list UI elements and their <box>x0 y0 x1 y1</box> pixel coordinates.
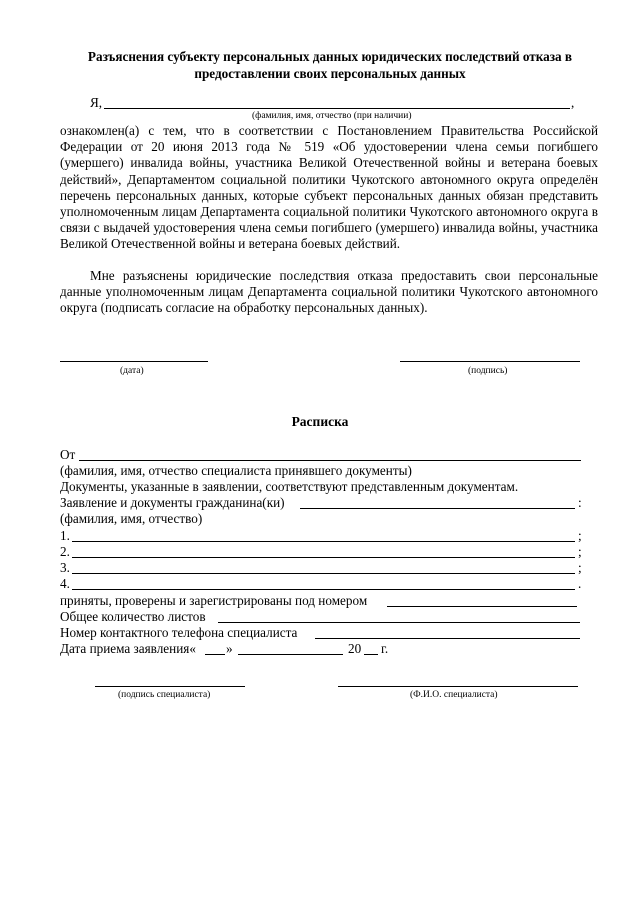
phone-field[interactable] <box>315 638 580 639</box>
item-1-num: 1. <box>60 528 70 543</box>
from-label: От <box>60 447 76 462</box>
consent-paragraph-2: Мне разъяснены юридические последствия отказа предоставить свои персональные данные уполномоченным лицам Департамента социальной политики Чукотского автономного округа (подписать согласие на обработку персональных данных). <box>60 268 598 316</box>
year-prefix: 20 <box>348 641 362 656</box>
month-field[interactable] <box>238 654 343 655</box>
consent-title: Разъяснения субъекту персональных данных юридических последствий отказа в предоставлении своих персональных данных <box>87 49 573 81</box>
item-4-end: . <box>578 576 582 591</box>
receipt-title: Расписка <box>291 414 349 429</box>
name-hint: (фамилия, имя, отчество (при наличии) <box>252 111 412 121</box>
date-hint: (дата) <box>120 366 144 376</box>
registered-label: приняты, проверены и зарегистрированы под номером <box>60 593 368 608</box>
ya-label: Я, <box>90 95 103 110</box>
item-4-field[interactable] <box>72 589 575 590</box>
item-1-field[interactable] <box>72 541 575 542</box>
specialist-name-hint: (Ф.И.О. специалиста) <box>410 690 498 700</box>
applicant-name-field[interactable] <box>104 108 570 109</box>
item-3-field[interactable] <box>72 573 575 574</box>
citizen-name-field[interactable] <box>300 508 575 509</box>
citizen-hint: (фамилия, имя, отчество) <box>60 511 203 526</box>
date-line[interactable] <box>60 361 208 362</box>
specialist-signature-hint: (подпись специалиста) <box>118 690 211 700</box>
date-received-label: Дата приема заявления« <box>60 641 196 656</box>
date-quote-close: » <box>226 641 233 656</box>
from-hint: (фамилия, имя, отчество специалиста принявшего документы) <box>60 463 412 478</box>
from-field[interactable] <box>79 460 581 461</box>
signature-hint: (подпись) <box>468 366 508 376</box>
specialist-signature-line[interactable] <box>95 686 245 687</box>
sheets-count-field[interactable] <box>218 622 580 623</box>
item-2-num: 2. <box>60 544 70 559</box>
consent-paragraph-1: ознакомлен(а) с тем, что в соответствии с Постановлением Правительства Российской Федерации от 20 июня 2013 года № 519 «Об удостоверении члена семьи погибшего (умершего) инвалида войны, участника Великой Отечественной войны и ветерана боевых действий», Департаментом социальной политики Чукотского автономного округа определён перечень персональных данных, которые субъект персональных данных обязан представить уполномоченным лицам Департамента социальной политики Чукотского автономного округа в связи с выдачей удостоверения члена семьи погибшего (умершего) инвалида войны, участника Великой Отечественной войны и ветерана боевых действий. <box>60 123 598 252</box>
year-suffix: г. <box>381 641 389 656</box>
docs-line: Документы, указанные в заявлении, соответствуют представленным документам. <box>60 479 519 494</box>
sheets-label: Общее количество листов <box>60 609 206 624</box>
item-3-end: ; <box>578 560 582 575</box>
phone-label: Номер контактного телефона специалиста <box>60 625 298 640</box>
specialist-name-line[interactable] <box>338 686 578 687</box>
ya-comma: , <box>571 95 575 110</box>
item-4-num: 4. <box>60 576 70 591</box>
item-2-field[interactable] <box>72 557 575 558</box>
signature-line[interactable] <box>400 361 580 362</box>
item-3-num: 3. <box>60 560 70 575</box>
application-label: Заявление и документы гражданина(ки) <box>60 495 285 510</box>
application-end: : <box>578 495 582 510</box>
day-field[interactable] <box>205 654 225 655</box>
item-2-end: ; <box>578 544 582 559</box>
item-1-end: ; <box>578 528 582 543</box>
year-field[interactable] <box>364 654 378 655</box>
registration-number-field[interactable] <box>387 606 577 607</box>
